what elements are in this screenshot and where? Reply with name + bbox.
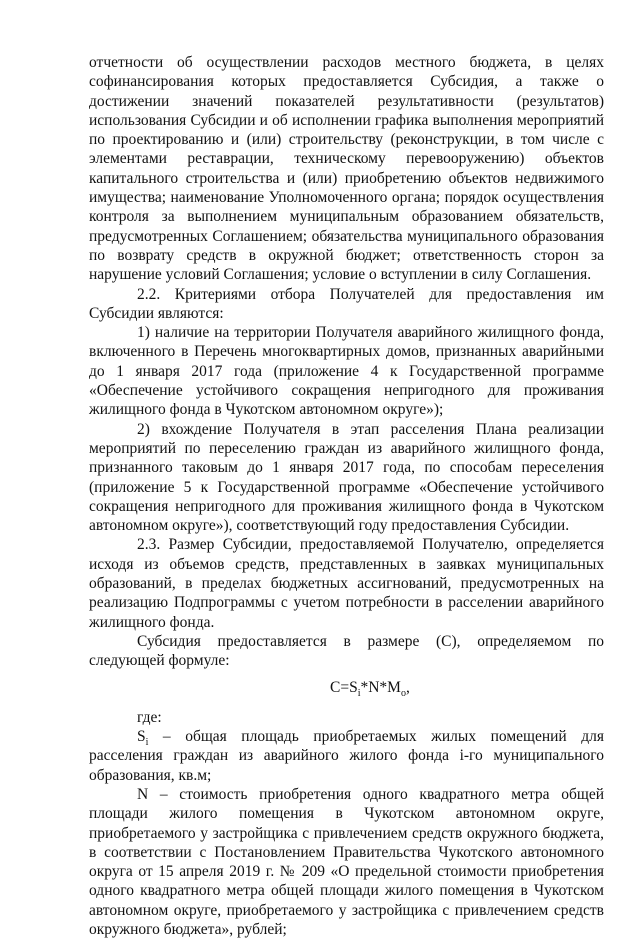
formula-sub-i: i bbox=[357, 687, 361, 699]
definition-si-text: – общая площадь приобретаемых жилых помещений для расселения граждан из аварийного жилого фонда i-го муниципального образования, кв.м; bbox=[89, 728, 604, 784]
paragraph-agreement-terms: отчетности об осуществлении расходов местного бюджета, в целях софинансирования которых предоставляется Субсидия, а также о достижении значений показателей результативности (результатов) использования Субсидии и об исполнении графика выполнения мероприятий по проектированию и (или) строительству (реконструкции, в том числе с элементами реставрации, техническому перевооружению) объектов капитального строительства и (или) приобретению объектов недвижимого имущества; наименование Уполномоченного органа; порядок осуществления контроля за выполнением муниципальным образованием обязательств, предусмотренных Соглашением; обязательства муниципального образования по возврату средств в окружной бюджет; ответственность сторон за нарушение условий Соглашения; условие о вступлении в силу Соглашения. bbox=[89, 54, 604, 284]
definition-si-sub: i bbox=[145, 737, 149, 749]
definition-si-symbol: S bbox=[137, 728, 146, 746]
definition-n-symbol: N bbox=[137, 785, 149, 803]
paragraph-formula-intro: Субсидия предоставляется в размере (С), определяемом по следующей формуле: bbox=[89, 632, 604, 670]
formula-where-label: где: bbox=[137, 708, 162, 726]
definition-si bbox=[89, 727, 604, 785]
definition-n bbox=[89, 785, 604, 939]
formula-part-mid: *N*M bbox=[360, 678, 401, 696]
formula-sub-o: o bbox=[400, 687, 406, 699]
formula-part-end: , bbox=[405, 678, 410, 696]
paragraph-criterion-2: 2) вхождение Получателя в этап расселения Плана реализации мероприятий по переселению граждан из аварийного жилищного фонда, признанного таковым до 1 января 2017 года, по способам переселения (приложение 5 к Государственной программе «Обеспечение устойчивого сокращения непригодного для проживания жилищного фонда в Чукотском автономном округе»), соответствующий году предоставления Субсидии. bbox=[89, 420, 604, 535]
subsidy-formula bbox=[89, 678, 604, 697]
paragraph-subsidy-size: 2.3. Размер Субсидии, предоставляемой Получателю, определяется исходя из объемов средств, представленных в заявках муниципальных образований, в пределах бюджетных ассигнований, предусмотренных на реализацию Подпрограммы с учетом потребности в расселении аварийного жилищного фонда. bbox=[89, 536, 604, 631]
paragraph-criterion-1: 1) наличие на территории Получателя аварийного жилищного фонда, включенного в Перечень многоквартирных домов, признанных аварийными до 1 января 2017 года (приложение 4 к Государственной программе «Обеспечение устойчивого сокращения непригодного для проживания жилищного фонда в Чукотском автономном округе»); bbox=[89, 324, 604, 419]
formula-part-c: C=S bbox=[330, 678, 358, 696]
definition-n-text: – стоимость приобретения одного квадратного метра общей площади жилого помещения в Чукотском автономном округе, приобретаемого у застройщика с привлечением средств окружного бюджета, в соответствии с Постановлением Правительства Чукотского автономного округа от 15 апреля 2019 г. № 209 «О предельной стоимости приобретения одного квадратного метра общей площади жилого помещения в Чукотском автономном округе, приобретаемого у застройщика с привлечением средств окружного бюджета», рублей; bbox=[89, 785, 604, 939]
paragraph-selection-criteria: 2.2. Критериями отбора Получателей для предоставления им Субсидии являются: bbox=[89, 285, 604, 322]
